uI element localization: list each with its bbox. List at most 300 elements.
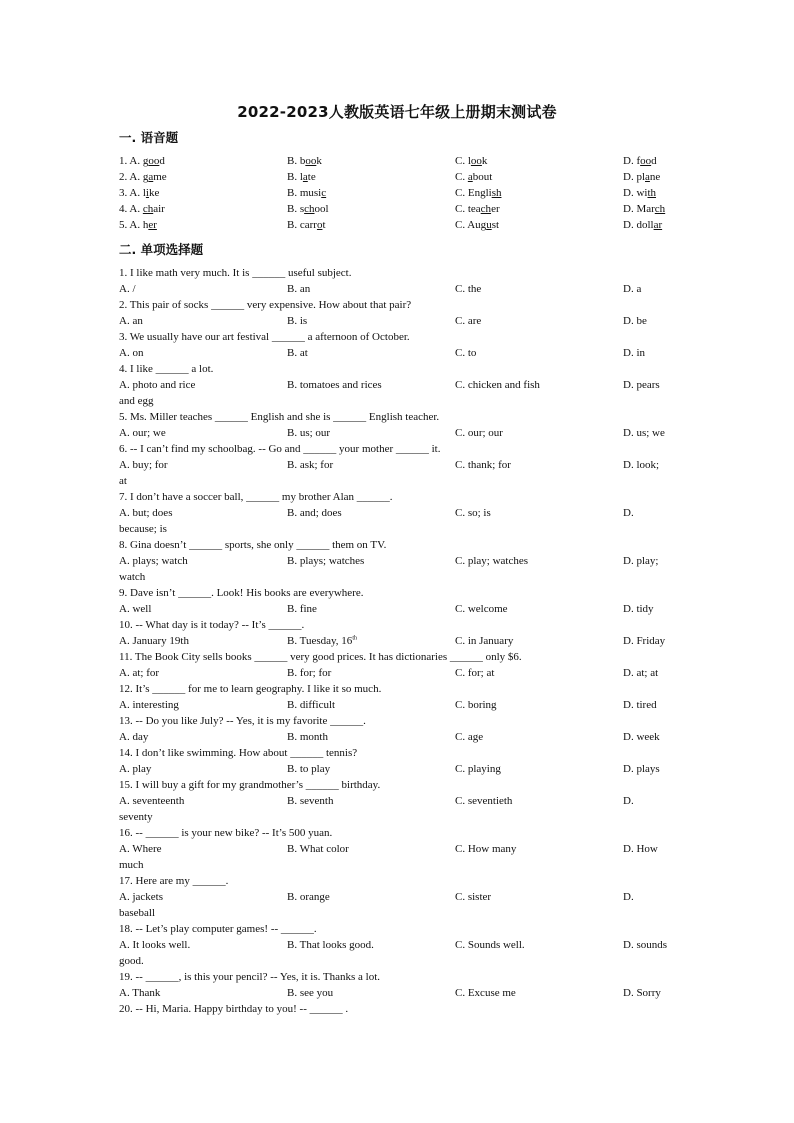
answer-option[interactable] [287, 937, 374, 953]
answer-option[interactable] [455, 633, 513, 649]
word-part: me [153, 171, 167, 183]
answer-option-text: C. play; watches [455, 555, 529, 567]
answer-option-text: C. the [455, 283, 482, 295]
answer-option[interactable] [623, 633, 665, 649]
answer-option[interactable] [119, 889, 163, 905]
word-part: l [467, 155, 471, 167]
answer-option-text: D. plays [623, 763, 660, 775]
underlined-sound: oo [640, 155, 652, 167]
answer-option[interactable] [623, 729, 660, 745]
word-part: b [299, 155, 306, 167]
answer-option-text: B. That looks good. [287, 939, 374, 951]
word-part: f [636, 155, 641, 167]
option-letter: C. [455, 171, 468, 183]
phonetics-option [119, 169, 167, 185]
answer-option-text: D. pears [623, 379, 660, 391]
answer-option[interactable] [455, 313, 481, 329]
answer-option-text: B. at [287, 347, 308, 359]
word-part: st [491, 219, 500, 231]
underlined-sound: ar [653, 219, 663, 231]
answer-option-text: C. How many [455, 843, 517, 855]
phonetics-option [623, 217, 662, 233]
question-stem [0, 649, 794, 665]
answer-option-text: D. [623, 795, 634, 807]
question-text: 12. It’s ______ for me to learn geography. I like it so much. [119, 683, 382, 695]
answer-option-text: A. our; we [119, 427, 166, 439]
answer-option[interactable] [623, 457, 659, 473]
answer-option[interactable] [119, 793, 184, 809]
word-part: er [491, 203, 500, 215]
answer-option-text-continued: much [119, 859, 144, 871]
answer-option-text: B. for; for [287, 667, 332, 679]
answer-option-text: B. Tuesday, 16 [287, 635, 353, 647]
answer-option-text: D. a [623, 283, 642, 295]
question-stem [0, 441, 794, 457]
answer-option[interactable] [455, 793, 512, 809]
phonetics-row [0, 217, 794, 233]
word-part: ne [649, 171, 661, 183]
word-part: g [142, 171, 149, 183]
answer-option[interactable] [455, 505, 491, 521]
question-stem [0, 921, 794, 937]
question-number: 4. A. [119, 203, 143, 215]
answer-option-text-continued: and egg [119, 395, 154, 407]
word-part: wi [636, 187, 648, 199]
answer-option[interactable] [119, 377, 195, 393]
word-part: l [299, 171, 303, 183]
answer-option-wrap [0, 569, 794, 585]
phonetics-option [623, 153, 657, 169]
answer-option-text-continued: seventy [119, 811, 153, 823]
underlined-sound: ch [654, 203, 666, 215]
phonetics-option [623, 185, 656, 201]
underlined-sound: ch [480, 203, 492, 215]
word-part: Engli [467, 187, 492, 199]
answer-option[interactable] [119, 985, 160, 1001]
answer-option-text: D. at; at [623, 667, 659, 679]
answer-options-row [0, 345, 794, 361]
option-letter: D. [623, 203, 637, 215]
answer-options-row [0, 377, 794, 393]
answer-option-wrap [0, 953, 794, 969]
answer-option[interactable] [119, 457, 168, 473]
answer-option[interactable] [455, 377, 540, 393]
question-stem [0, 873, 794, 889]
answer-options-row [0, 425, 794, 441]
answer-option-text: C. so; is [455, 507, 491, 519]
question-text: 2. This pair of socks ______ very expensive. How about that pair? [119, 299, 412, 311]
answer-option-text: D. tired [623, 699, 657, 711]
answer-option[interactable] [287, 729, 328, 745]
phonetics-option [119, 185, 159, 201]
question-text: 15. I will buy a gift for my grandmother’s ______ birthday. [119, 779, 381, 791]
word-part: tea [467, 203, 481, 215]
answer-option-text: D. How [623, 843, 658, 855]
question-number: 2. A. [119, 171, 143, 183]
answer-option-text-continued: because; is [119, 523, 167, 535]
option-letter: C. [455, 155, 468, 167]
underlined-sound: o [316, 219, 323, 231]
answer-options-row [0, 281, 794, 297]
answer-option-text-continued: good. [119, 955, 144, 967]
question-text: 10. -- What day is it today? -- It’s ______. [119, 619, 305, 631]
phonetics-option [455, 217, 499, 233]
answer-options-row [0, 505, 794, 521]
answer-option[interactable] [287, 841, 349, 857]
answer-option[interactable] [623, 601, 654, 617]
answer-option-text: B. and; does [287, 507, 342, 519]
answer-options-row [0, 553, 794, 569]
answer-options-row [0, 633, 794, 649]
word-part: g [142, 155, 149, 167]
underlined-sound: c [321, 187, 327, 199]
question-text: 1. I like math very much. It is ______ useful subject. [119, 267, 352, 279]
answer-option[interactable] [455, 985, 516, 1001]
section-choice-heading: 二. 单项选择题 [119, 242, 204, 257]
answer-option-text: B. see you [287, 987, 334, 999]
answer-option[interactable] [119, 633, 189, 649]
phonetics-option [287, 201, 329, 217]
question-text: 19. -- ______, is this your pencil? -- Yes, it is. Thanks a lot. [119, 971, 381, 983]
answer-option[interactable] [455, 425, 503, 441]
answer-option-text: A. seventeenth [119, 795, 185, 807]
answer-option-text: D. tidy [623, 603, 654, 615]
answer-option[interactable] [455, 761, 501, 777]
answer-options-row [0, 889, 794, 905]
answer-options-row [0, 793, 794, 809]
answer-option[interactable] [455, 889, 491, 905]
answer-option[interactable] [623, 345, 645, 361]
phonetics-option [455, 201, 500, 217]
answer-option-text: D. [623, 507, 634, 519]
answer-option-text: B. an [287, 283, 311, 295]
answer-option[interactable] [119, 313, 143, 329]
answer-option-text: A. jackets [119, 891, 163, 903]
answer-option[interactable] [455, 729, 483, 745]
answer-option[interactable] [287, 313, 307, 329]
option-letter: B. [287, 203, 300, 215]
answer-options-row [0, 665, 794, 681]
question-stem [0, 265, 794, 281]
phonetics-row [0, 201, 794, 217]
answer-option[interactable] [119, 761, 151, 777]
answer-option[interactable] [623, 281, 641, 297]
answer-option-text: D. sounds [623, 939, 668, 951]
answer-option-wrap [0, 393, 794, 409]
phonetics-option [455, 153, 487, 169]
option-letter: B. [287, 155, 300, 167]
question-stem [0, 329, 794, 345]
question-stem [0, 585, 794, 601]
answer-option-text: D. Sorry [623, 987, 661, 999]
answer-options-row [0, 313, 794, 329]
question-text: 16. -- ______ is your new bike? -- It’s 500 yuan. [119, 827, 333, 839]
answer-option-wrap [0, 473, 794, 489]
answer-option[interactable] [455, 281, 481, 297]
question-number: 5. A. [119, 219, 143, 231]
answer-option[interactable] [623, 841, 658, 857]
answer-option-text: A. It looks well. [119, 939, 191, 951]
answer-option[interactable] [623, 761, 660, 777]
answer-option-text: C. are [455, 315, 482, 327]
answer-option[interactable] [455, 601, 508, 617]
underlined-sound: oo [148, 155, 160, 167]
answer-option[interactable] [119, 841, 162, 857]
phonetics-option [455, 169, 492, 185]
answer-option-text: C. chicken and fish [455, 379, 540, 391]
phonetics-option [287, 217, 326, 233]
word-part: te [307, 171, 316, 183]
answer-options-row [0, 697, 794, 713]
question-stem [0, 297, 794, 313]
answer-option[interactable] [287, 697, 335, 713]
answer-option[interactable] [119, 729, 148, 745]
answer-option-text: B. seventh [287, 795, 334, 807]
underlined-sound: a [467, 171, 473, 183]
question-stem [0, 1001, 794, 1017]
answer-option-text-continued: baseball [119, 907, 156, 919]
question-stem [0, 777, 794, 793]
answer-option-text: C. our; our [455, 427, 503, 439]
answer-option-text: A. / [119, 283, 136, 295]
question-stem [0, 489, 794, 505]
question-number: 1. A. [119, 155, 143, 167]
option-letter: B. [287, 187, 300, 199]
question-text: 5. Ms. Miller teaches ______ English and she is ______ English teacher. [119, 411, 440, 423]
phonetics-option [287, 185, 326, 201]
answer-option[interactable] [287, 601, 317, 617]
section-phonetics-heading: 一. 语音题 [119, 130, 179, 145]
word-part: carr [299, 219, 317, 231]
underlined-sound: oo [305, 155, 317, 167]
answer-option-wrap [0, 809, 794, 825]
question-stem [0, 617, 794, 633]
answer-option-text: A. buy; for [119, 459, 168, 471]
answer-options-row [0, 841, 794, 857]
answer-option[interactable] [119, 697, 179, 713]
underlined-sound: oo [470, 155, 482, 167]
underlined-sound: u [486, 219, 492, 231]
question-text: 3. We usually have our art festival ______ a afternoon of October. [119, 331, 410, 343]
answer-option-text-continued: watch [119, 571, 146, 583]
answer-option[interactable] [623, 985, 661, 1001]
phonetics-option [119, 201, 165, 217]
option-letter: D. [623, 155, 637, 167]
underlined-sound: a [302, 171, 308, 183]
answer-option[interactable] [287, 425, 330, 441]
answer-option[interactable] [119, 601, 151, 617]
answer-option-text: B. ask; for [287, 459, 334, 471]
answer-option-text: A. play [119, 763, 152, 775]
answer-option[interactable] [119, 937, 190, 953]
answer-option[interactable] [287, 505, 342, 521]
phonetics-option [623, 201, 665, 217]
answer-option[interactable] [623, 553, 658, 569]
underlined-sound: ch [142, 203, 154, 215]
answer-option[interactable] [287, 553, 364, 569]
word-part: h [142, 219, 149, 231]
word-part: bout [472, 171, 493, 183]
answer-option[interactable] [623, 697, 657, 713]
answer-option-text: A. well [119, 603, 152, 615]
underlined-sound: a [645, 171, 650, 183]
answer-option[interactable] [623, 937, 667, 953]
answer-option[interactable] [455, 665, 494, 681]
answer-option[interactable] [455, 697, 497, 713]
answer-option-text: C. boring [455, 699, 497, 711]
answer-option[interactable] [287, 985, 333, 1001]
answer-option-text: D. be [623, 315, 647, 327]
answer-option-text: A. on [119, 347, 144, 359]
word-part: t [322, 219, 326, 231]
word-part: Mar [636, 203, 655, 215]
answer-option[interactable] [287, 633, 357, 649]
answer-option[interactable] [119, 553, 188, 569]
underlined-sound: sh [491, 187, 502, 199]
answer-option[interactable] [623, 665, 658, 681]
answer-option-text: B. What color [287, 843, 349, 855]
question-text: 4. I like ______ a lot. [119, 363, 214, 375]
option-letter: D. [623, 219, 637, 231]
option-letter: C. [455, 203, 468, 215]
word-part: l [142, 187, 146, 199]
answer-option-text: D. look; [623, 459, 660, 471]
word-part: k [316, 155, 322, 167]
phonetics-option [455, 185, 501, 201]
page-title: 2022-2023人教版英语七年级上册期末测试卷 [237, 103, 557, 121]
answer-option[interactable] [623, 425, 665, 441]
question-text: 20. -- Hi, Maria. Happy birthday to you! -- ______ . [119, 1003, 349, 1015]
answer-option[interactable] [119, 665, 159, 681]
phonetics-row [0, 153, 794, 169]
ordinal-suffix: th [352, 635, 357, 642]
option-letter: B. [287, 171, 300, 183]
question-text: 6. -- I can’t find my schoolbag. -- Go and ______ your mother ______ it. [119, 443, 441, 455]
answer-option-text: C. Sounds well. [455, 939, 525, 951]
phonetics-option [119, 153, 165, 169]
answer-option-text: A. photo and rice [119, 379, 196, 391]
answer-option-text: C. welcome [455, 603, 508, 615]
answer-option[interactable] [623, 313, 647, 329]
answer-option[interactable] [287, 345, 308, 361]
answer-option[interactable] [287, 377, 382, 393]
answer-option-text: B. orange [287, 891, 330, 903]
answer-options-row [0, 937, 794, 953]
question-stem [0, 537, 794, 553]
answer-option-text: D. in [623, 347, 645, 359]
answer-option[interactable] [119, 425, 166, 441]
answer-option[interactable] [119, 505, 172, 521]
answer-option[interactable] [287, 281, 310, 297]
phonetics-option [623, 169, 660, 185]
question-text: 9. Dave isn’t ______. Look! His books are everywhere. [119, 587, 364, 599]
underlined-sound: a [148, 171, 154, 183]
answer-option-text: A. but; does [119, 507, 173, 519]
answer-option[interactable] [119, 281, 136, 297]
answer-option-text: C. in January [455, 635, 514, 647]
answer-option-text: D. us; we [623, 427, 665, 439]
question-text: 14. I don’t like swimming. How about ______ tennis? [119, 747, 358, 759]
underlined-sound: th [647, 187, 657, 199]
answer-option-text: B. plays; watches [287, 555, 365, 567]
phonetics-row [0, 169, 794, 185]
answer-option[interactable] [287, 889, 330, 905]
option-letter: D. [623, 187, 637, 199]
phonetics-option [287, 153, 322, 169]
word-part: air [153, 203, 165, 215]
word-part: d [159, 155, 165, 167]
word-part: s [299, 203, 305, 215]
question-stem [0, 409, 794, 425]
answer-option-text: B. to play [287, 763, 331, 775]
answer-option-text: A. plays; watch [119, 555, 188, 567]
answer-option-text: D. week [623, 731, 660, 743]
answer-option[interactable] [455, 937, 525, 953]
answer-option[interactable] [623, 505, 634, 521]
answer-option[interactable] [623, 377, 660, 393]
underlined-sound: ch [304, 203, 315, 215]
answer-option[interactable] [455, 841, 516, 857]
answer-option[interactable] [623, 793, 634, 809]
answer-option-text: C. thank; for [455, 459, 511, 471]
answer-option[interactable] [287, 761, 330, 777]
underlined-sound: er [148, 219, 157, 231]
answer-option-text: B. fine [287, 603, 317, 615]
question-stem [0, 825, 794, 841]
answer-option-text: B. month [287, 731, 328, 743]
answer-option-text: A. at; for [119, 667, 160, 679]
answer-option-text: C. for; at [455, 667, 495, 679]
answer-option-wrap [0, 905, 794, 921]
question-stem [0, 969, 794, 985]
answer-option-text: C. Excuse me [455, 987, 516, 999]
answer-options-row [0, 601, 794, 617]
answer-option[interactable] [455, 553, 528, 569]
answer-options-row [0, 457, 794, 473]
word-part: Aug [467, 219, 487, 231]
answer-option-text: A. an [119, 315, 143, 327]
answer-option-text: A. January 19th [119, 635, 189, 647]
answer-option[interactable] [455, 457, 511, 473]
answer-option[interactable] [287, 793, 333, 809]
answer-option-text: A. day [119, 731, 149, 743]
phonetics-option [287, 169, 316, 185]
word-part: musi [299, 187, 322, 199]
word-part: ke [148, 187, 160, 199]
answer-option-text: D. play; [623, 555, 659, 567]
word-part: d [651, 155, 657, 167]
underlined-sound: i [145, 187, 149, 199]
question-stem [0, 361, 794, 377]
answer-option-text: A. interesting [119, 699, 179, 711]
option-letter: D. [623, 171, 637, 183]
word-part: k [481, 155, 488, 167]
question-number: 3. A. [119, 187, 143, 199]
answer-option-text: A. Thank [119, 987, 161, 999]
phonetics-row [0, 185, 794, 201]
answer-option[interactable] [623, 889, 634, 905]
answer-option-text: B. tomatoes and rices [287, 379, 382, 391]
question-text: 17. Here are my ______. [119, 875, 229, 887]
answer-option[interactable] [455, 345, 476, 361]
answer-option[interactable] [287, 457, 333, 473]
option-letter: B. [287, 219, 300, 231]
answer-option-text: B. us; our [287, 427, 331, 439]
answer-option-text: C. to [455, 347, 477, 359]
answer-option[interactable] [119, 345, 143, 361]
answer-option[interactable] [287, 665, 331, 681]
answer-option-text: B. difficult [287, 699, 336, 711]
